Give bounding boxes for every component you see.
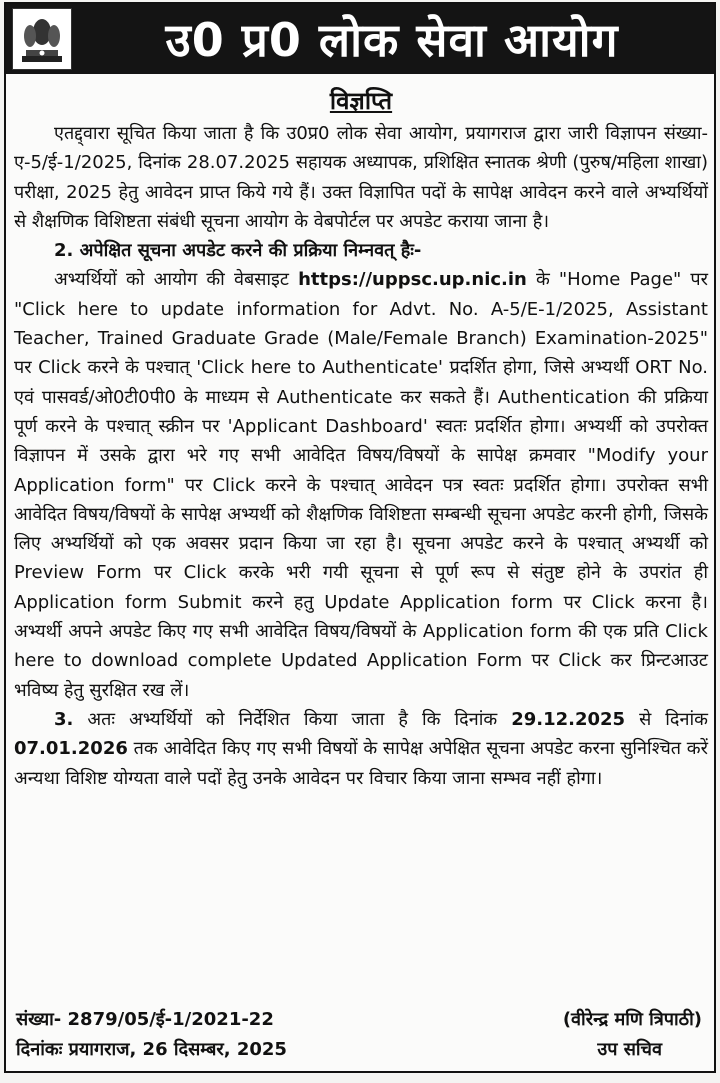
date-place: दिनांकः प्रयागराज, 26 दिसम्बर, 2025 [16, 1039, 287, 1060]
date-from: 29.12.2025 [511, 708, 626, 730]
state-emblem-icon [12, 8, 72, 70]
notice-document [4, 2, 716, 1073]
point-2-text-before-url: अभ्यर्थियों को आयोग की वेबसाइट [54, 269, 289, 291]
signatory-name: (वीरेन्द्र मणि त्रिपाठी) [562, 1009, 702, 1030]
point-3-text-2: से दिनांक [639, 708, 708, 730]
point-3-text-1: अतः अभ्यर्थियों को निर्देशित किया जाता है कि दिनांक [87, 708, 498, 730]
commission-header [6, 4, 714, 74]
footer-row-2 [16, 1035, 706, 1065]
point-2-paragraph [14, 265, 708, 704]
point-3-paragraph [14, 705, 708, 793]
point-2-heading: 2. अपेक्षित सूचना अपडेट करने की प्रक्रिया निम्नवत् हैः- [54, 240, 422, 262]
signatory-designation: उप सचिव [597, 1039, 662, 1060]
notice-title: विज्ञप्ति [329, 87, 393, 115]
website-url: https://uppsc.up.nic.in [298, 269, 527, 291]
point-3-text-3: तक आवेदित किए गए सभी विषयों के सापेक्ष अपेक्षित सूचना अपडेट करना सुनिश्चित करें अन्यथा विशिष्ट योग्यता वाले पदों हेतु उनके आवेदन पर विचार किया जाना सम्भव नहीं होगा। [14, 738, 708, 789]
reference-number: संख्या- 2879/05/ई-1/2021-22 [16, 1009, 274, 1030]
notice-footer [16, 1005, 706, 1065]
intro-paragraph: एतद्द्वारा सूचित किया जाता है कि उ0प्र0 लोक सेवा आयोग, प्रयागराज द्वारा जारी विज्ञापन संख्या-ए-5/ई-1/2025, दिनांक 28.07.2025 सहायक अध्यापक, प्रशिक्षित स्नातक श्रेणी (पुरुष/महिला शाखा) परीक्षा, 2025 हेतु आवेदन प्राप्त किये गये हैं। उक्त विज्ञापित पदों के सापेक्ष आवेदन करने वाले अभ्यर्थियों से शैक्षणिक विशिष्टता संबंधी सूचना आयोग के वेबपोर्टल पर अपडेट कराया जाना है। [14, 123, 708, 232]
commission-title: उ0 प्र0 लोक सेवा आयोग [165, 13, 619, 67]
point-2-text-after-url: के "Home Page" पर "Click here to update information for Advt. No. A-5/E-1/2025, Assistant Teacher, Trained Graduate Grade (Male/Female Branch) Examination-2025" पर Click करने के पश्चात् 'Click here to Authenticate' प्रदर्शित होगा, जिसे अभ्यर्थी ORT No. एवं पासवर्ड/ओ0टी0पी0 के माध्यम से Authenticate कर सकते हैं। Authentication की प्रक्रिया पूर्ण करने के पश्चात् स्क्रीन पर 'Applicant Dashboard' स्वतः प्रदर्शित होगा। अभ्यर्थी को उपरोक्त विज्ञापन में उसके द्वारा भरे गए सभी आवेदित विषय/विषयों के सापेक्ष क्रमवार "Modify your Application form" पर Click करने के पश्चात् आवेदन पत्र स्वतः प्रदर्शित होगा। उपरोक्त सभी आवेदित विषय/विषयों के सापेक्ष अभ्यर्थी को शैक्षणिक विशिष्टता सम्बन्धी सूचना अपडेट करनी होगी, जिसके लिए अभ्यर्थियों को एक अवसर प्रदान किया जा रहा है। सूचना अपडेट करने के पश्चात् अभ्यर्थी को Preview Form पर Click करके भरी गयी सूचना से पूर्ण रूप से संतुष्ट होने के उपरांत ही Application form Submit करने हतु Update Application form पर Click करना है। अभ्यर्थी अपने अपडेट किए गए सभी आवेदित विषय/विषयों के Application form की एक प्रति Click here to download complete Updated Application Form पर Click कर प्रिन्टआउट भविष्य हेतु सुरक्षित रख लें। [14, 269, 708, 701]
notice-body [6, 74, 714, 793]
footer-row-1 [16, 1005, 706, 1035]
point-3-number: 3. [54, 708, 74, 730]
date-to: 07.01.2026 [14, 738, 128, 760]
